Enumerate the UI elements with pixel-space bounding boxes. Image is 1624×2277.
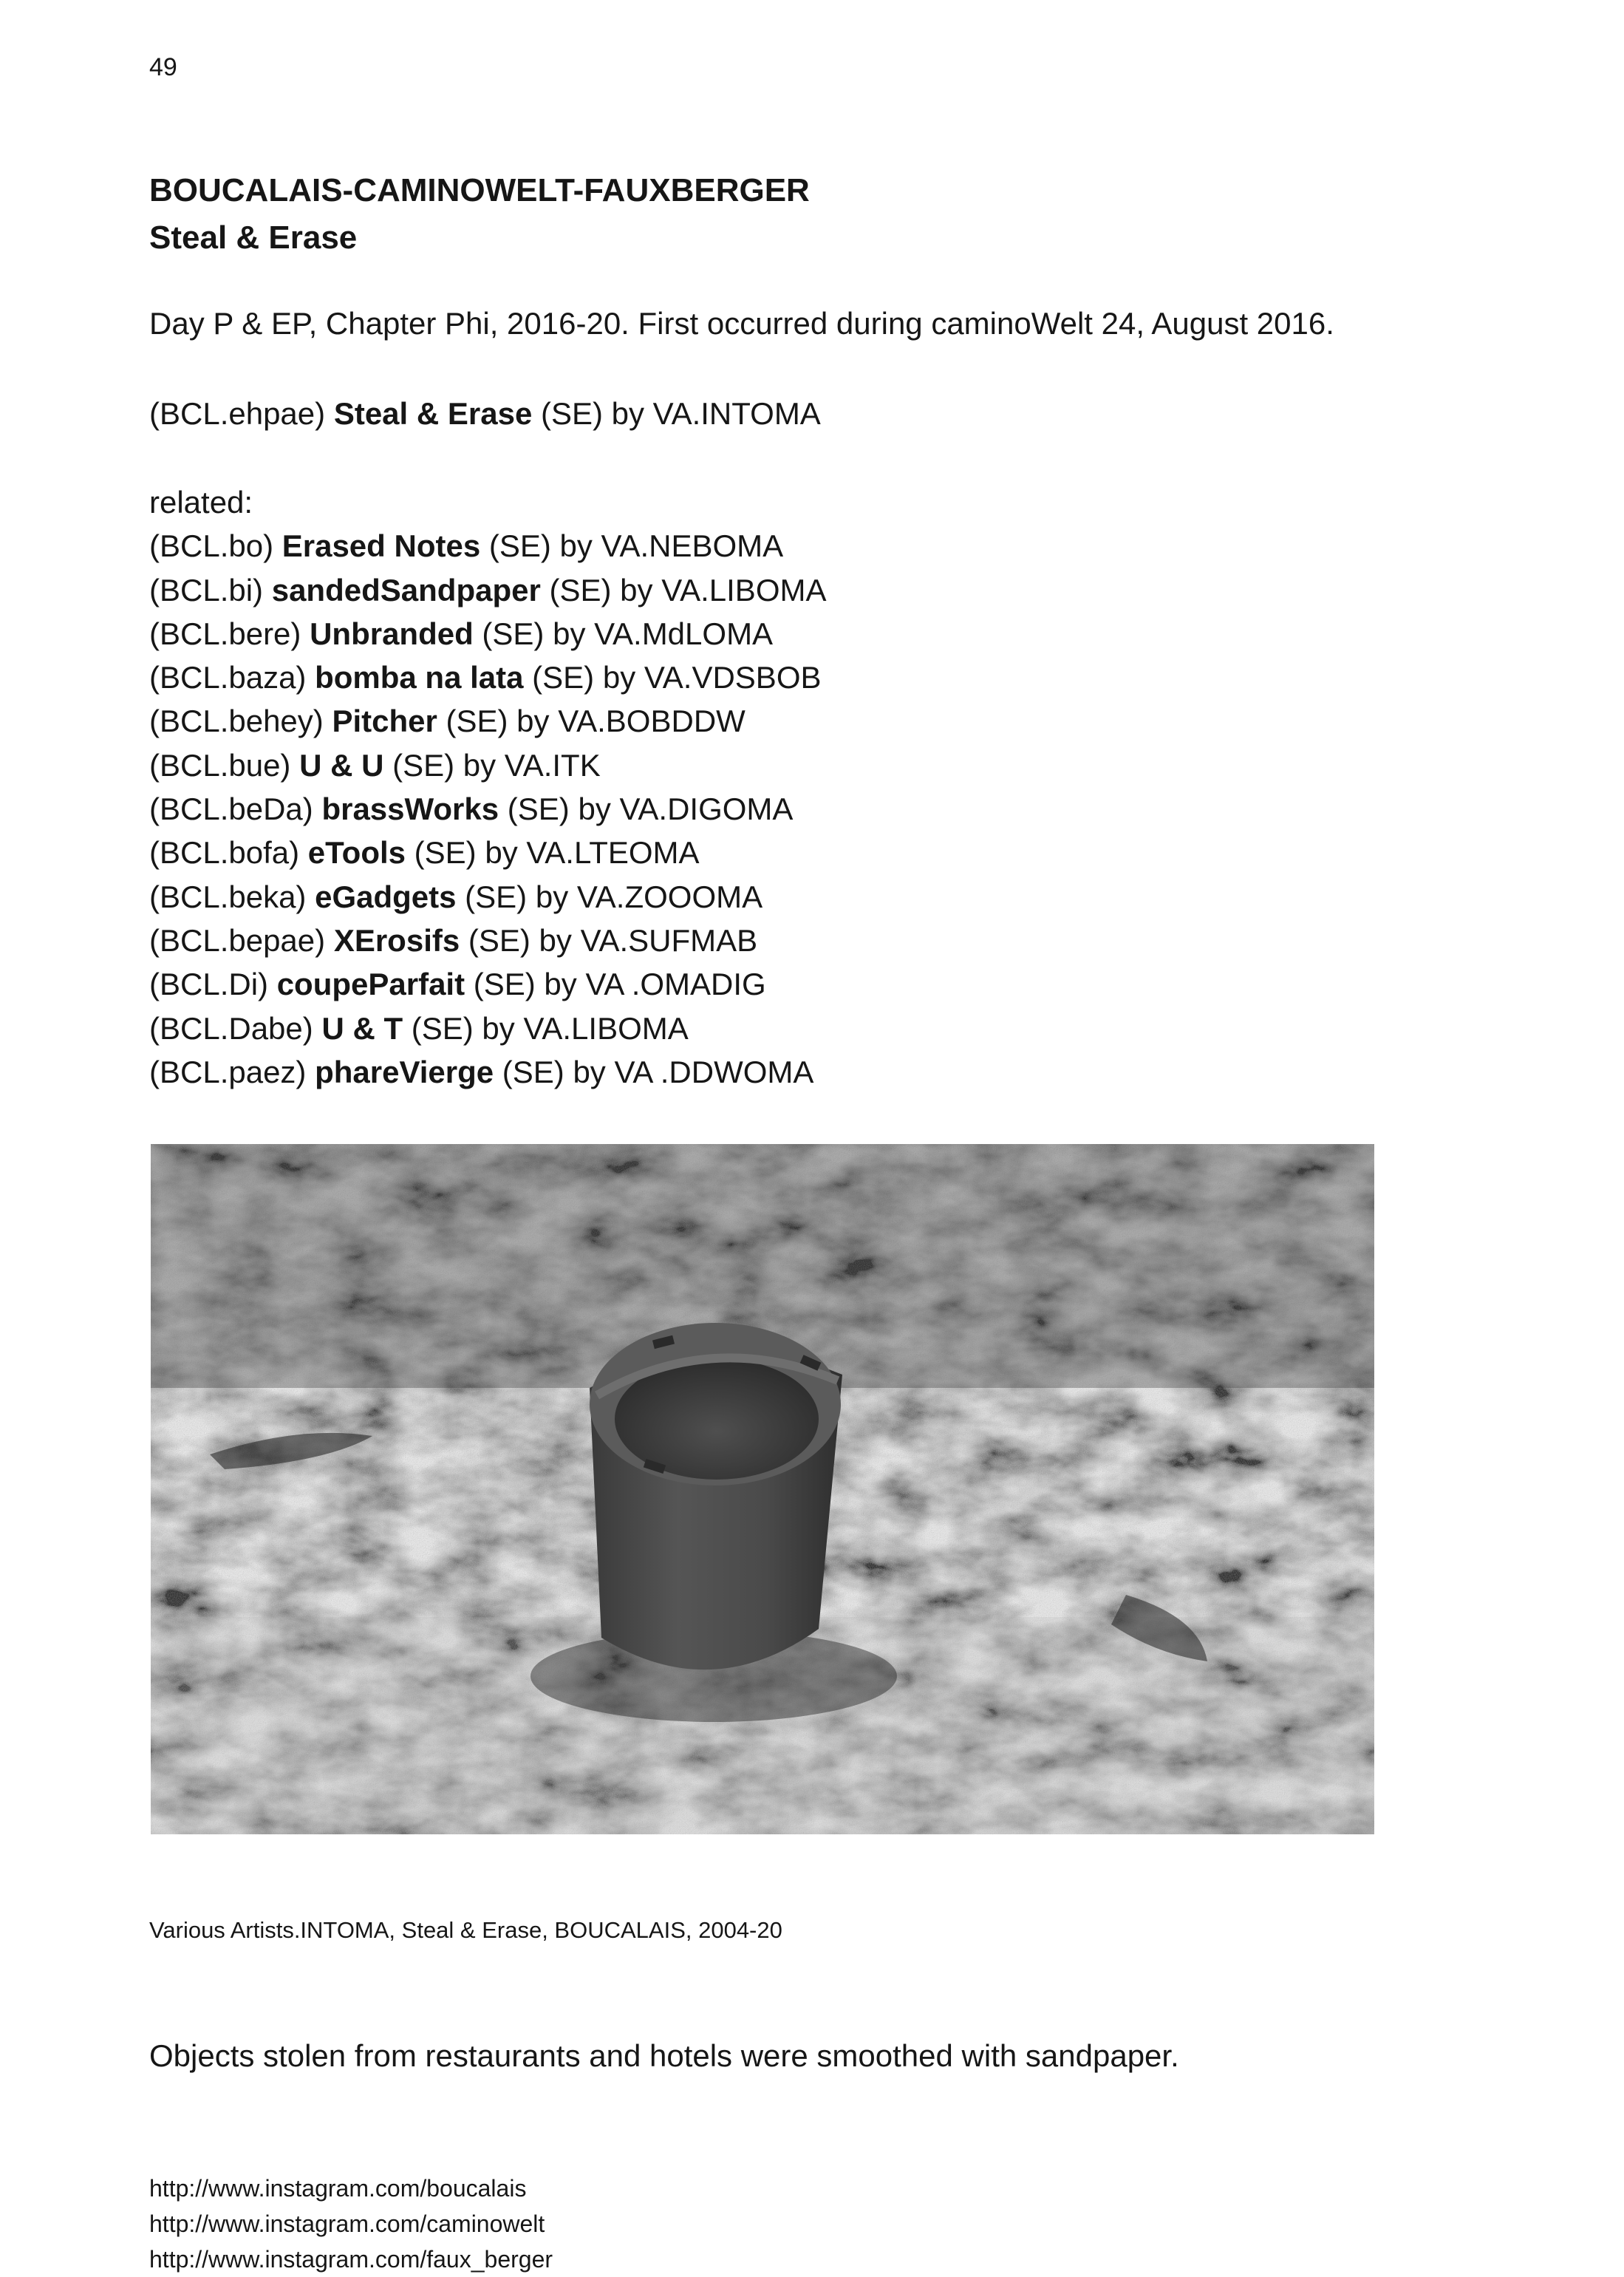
page-heading — [149, 167, 810, 262]
entry-suffix: (SE) by VA .DDWOMA — [502, 1054, 814, 1089]
entry-code: (BCL.Dabe) — [149, 1010, 313, 1046]
entry-title: Pitcher — [332, 704, 437, 739]
related-item — [149, 919, 827, 962]
entry-code: (BCL.behey) — [149, 704, 324, 739]
related-list — [149, 480, 827, 1094]
link-boucalais[interactable]: http://www.instagram.com/boucalais — [149, 2175, 527, 2202]
related-item — [149, 1007, 827, 1050]
link-faux-berger[interactable]: http://www.instagram.com/faux_berger — [149, 2246, 553, 2273]
entry-title: brassWorks — [321, 792, 499, 827]
related-item — [149, 743, 827, 787]
entry-title: phareVierge — [315, 1054, 494, 1089]
related-item — [149, 875, 827, 919]
entry-title: eTools — [307, 835, 406, 871]
ashtray-photo — [151, 1144, 1374, 1834]
entry-code: (BCL.bepae) — [149, 922, 326, 958]
heading-title: BOUCALAIS-CAMINOWELT-FAUXBERGER — [149, 172, 810, 208]
main-entry — [149, 392, 821, 436]
entry-suffix: (SE) by VA.LIBOMA — [549, 572, 827, 607]
entry-suffix: (SE) by VA.ZOOOMA — [465, 879, 763, 914]
entry-suffix: (SE) by VA.VDSBOB — [532, 660, 822, 695]
entry-suffix: (SE) by VA.LIBOMA — [411, 1010, 689, 1046]
related-item — [149, 699, 827, 743]
related-item — [149, 524, 827, 568]
entry-suffix: (SE) by VA.NEBOMA — [488, 528, 784, 564]
entry-title: Steal & Erase — [333, 396, 533, 431]
heading-subtitle: Steal & Erase — [149, 219, 358, 256]
entry-title: eGadgets — [315, 879, 457, 914]
entry-title: U & U — [299, 747, 384, 783]
entry-title: coupeParfait — [276, 967, 465, 1002]
entry-title: Erased Notes — [282, 528, 481, 564]
related-item — [149, 1050, 827, 1094]
entry-code: (BCL.bue) — [149, 747, 291, 783]
entry-code: (BCL.beka) — [149, 879, 307, 914]
links-list — [149, 2171, 553, 2277]
image-caption: Various Artists.INTOMA, Steal & Erase, BOUCALAIS, 2004-20 — [149, 1917, 782, 1943]
entry-title: U & T — [321, 1010, 403, 1046]
entry-code: (BCL.Di) — [149, 967, 269, 1002]
related-item — [149, 656, 827, 699]
related-item — [149, 831, 827, 874]
related-item — [149, 612, 827, 656]
related-item — [149, 787, 827, 831]
entry-suffix: (SE) by VA.MdLOMA — [482, 616, 774, 651]
entry-code: (BCL.paez) — [149, 1054, 307, 1089]
entry-code: (BCL.baza) — [149, 660, 307, 695]
entry-title: sandedSandpaper — [271, 572, 541, 607]
entry-code: (BCL.bofa) — [149, 835, 300, 871]
entry-code: (BCL.bi) — [149, 572, 264, 607]
entry-code: (BCL.beDa) — [149, 792, 313, 827]
entry-suffix: (SE) by VA.SUFMAB — [468, 922, 758, 958]
entry-suffix: (SE) by VA .OMADIG — [473, 967, 766, 1002]
related-label: related: — [149, 485, 253, 520]
related-item — [149, 962, 827, 1006]
entry-code: (BCL.bo) — [149, 528, 274, 564]
description-text: Objects stolen from restaurants and hotels were smoothed with sandpaper. — [149, 2038, 1179, 2073]
entry-code: (BCL.bere) — [149, 616, 301, 651]
entry-suffix: (SE) by VA.BOBDDW — [446, 704, 746, 739]
entry-title: bomba na lata — [315, 660, 524, 695]
entry-suffix: (SE) by VA.LTEOMA — [414, 835, 700, 871]
entry-title: Unbranded — [310, 616, 474, 651]
entry-title: XErosifs — [333, 922, 460, 958]
intro-text: Day P & EP, Chapter Phi, 2016-20. First occurred during caminoWelt 24, August 2016. — [149, 306, 1334, 341]
related-item — [149, 568, 827, 612]
entry-suffix: (SE) by VA.ITK — [392, 747, 601, 783]
link-caminowelt[interactable]: http://www.instagram.com/caminowelt — [149, 2210, 545, 2237]
entry-code: (BCL.ehpae) — [149, 396, 326, 431]
entry-suffix: (SE) by VA.INTOMA — [540, 396, 821, 431]
page-number: 49 — [149, 53, 177, 81]
entry-suffix: (SE) by VA.DIGOMA — [507, 792, 794, 827]
